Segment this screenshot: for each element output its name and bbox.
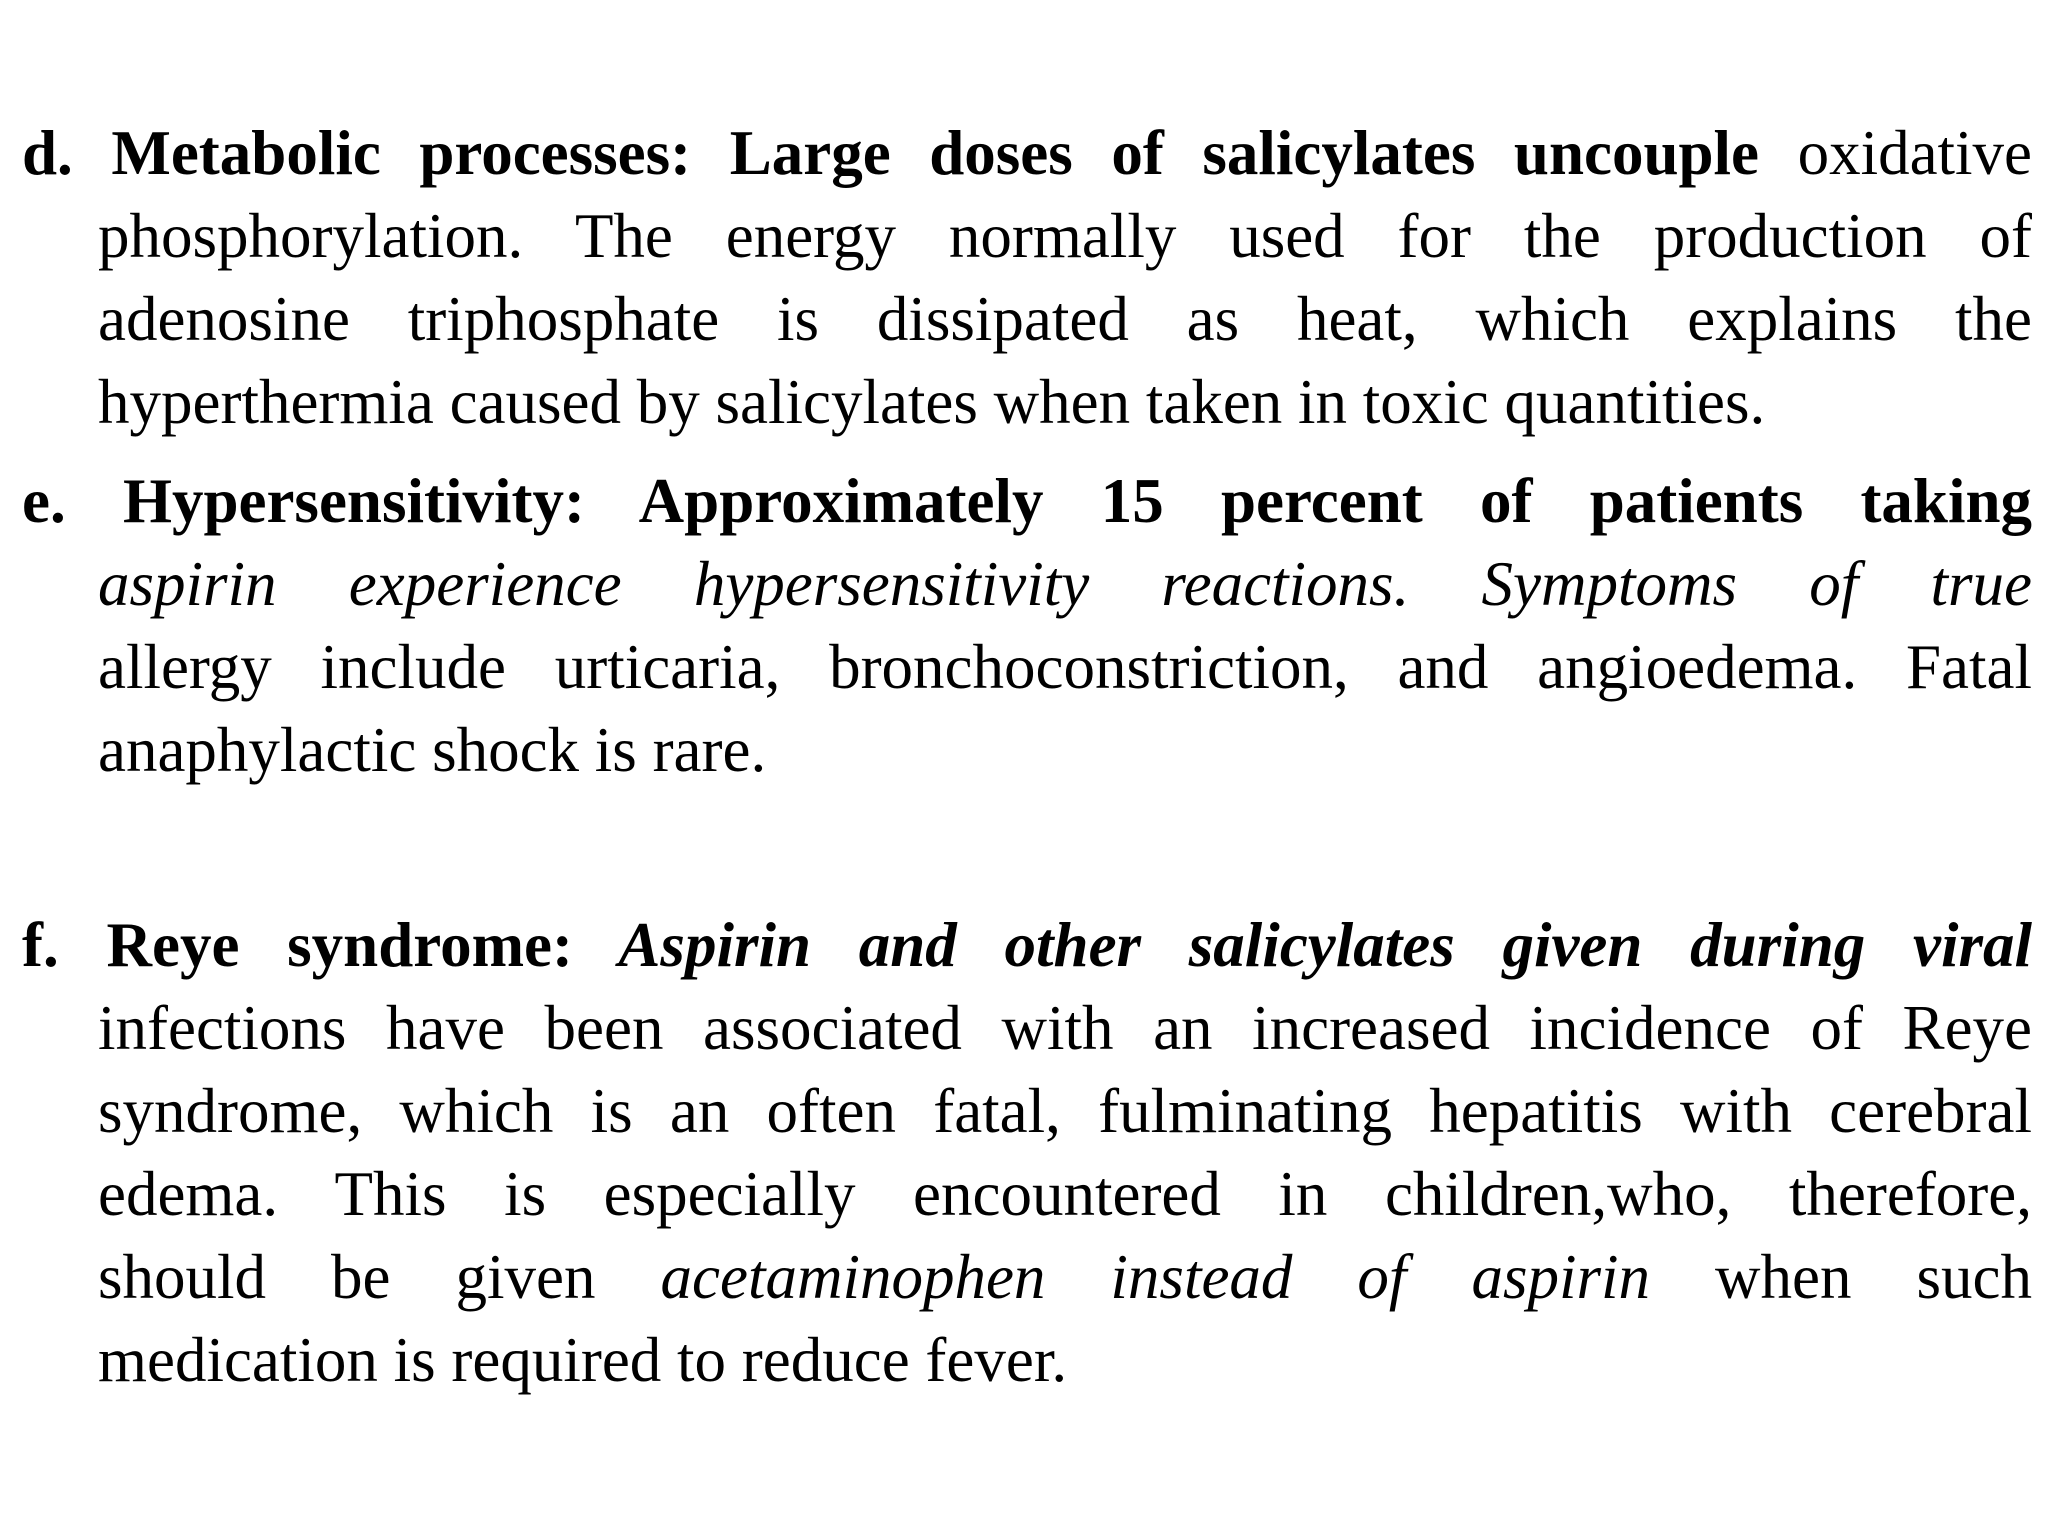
text-line: infections have been associated with an increased incidence of Reye [98,993,2032,1063]
text-line: adenosine triphosphate is dissipated as heat, which explains the [98,284,2032,354]
text-line: phosphorylation. The energy normally used for the production of [98,201,2032,271]
list-marker: f. [22,910,59,980]
list-item-metabolic-processes [22,112,2032,444]
text-line: hyperthermia caused by salicylates when taken in toxic quantities. [98,367,1766,437]
bold-run: Hypersensitivity: Approximately 15 percent of patients taking [122,466,2033,536]
list-marker: e. [22,466,66,536]
text-line: aspirin experience hypersensitivity reactions. Symptoms of true [98,549,2032,619]
text-line: allergy include urticaria, bronchoconstriction, and angioedema. Fatal [98,632,2032,702]
text-run: should be given [98,1242,661,1312]
text-line: edema. This is especially encountered in children,who, therefore, [98,1159,2032,1229]
italic-run: acetaminophen instead of aspirin [660,1242,1651,1312]
list-item-reye-syndrome [22,904,2032,1402]
bold-run: Reye syndrome: [106,910,573,980]
text-line [22,1236,2032,1319]
list-item-hypersensitivity [22,460,2032,792]
text-line [22,112,2032,195]
text-line: anaphylactic shock is rare. [98,715,767,785]
list-marker: d. [22,118,73,188]
text-line: medication is required to reduce fever. [98,1325,1068,1395]
text-run: oxidative [1759,118,2033,188]
text-line [22,904,2032,987]
bold-run: Metabolic processes: Large doses of salicylates uncouple [111,118,1759,188]
text-line: syndrome, which is an often fatal, fulminating hepatitis with cerebral [98,1076,2032,1146]
text-run: when such [1650,1242,2032,1312]
text-line [22,460,2032,543]
bold-italic-run: Aspirin and other salicylates given during viral [573,910,2033,980]
